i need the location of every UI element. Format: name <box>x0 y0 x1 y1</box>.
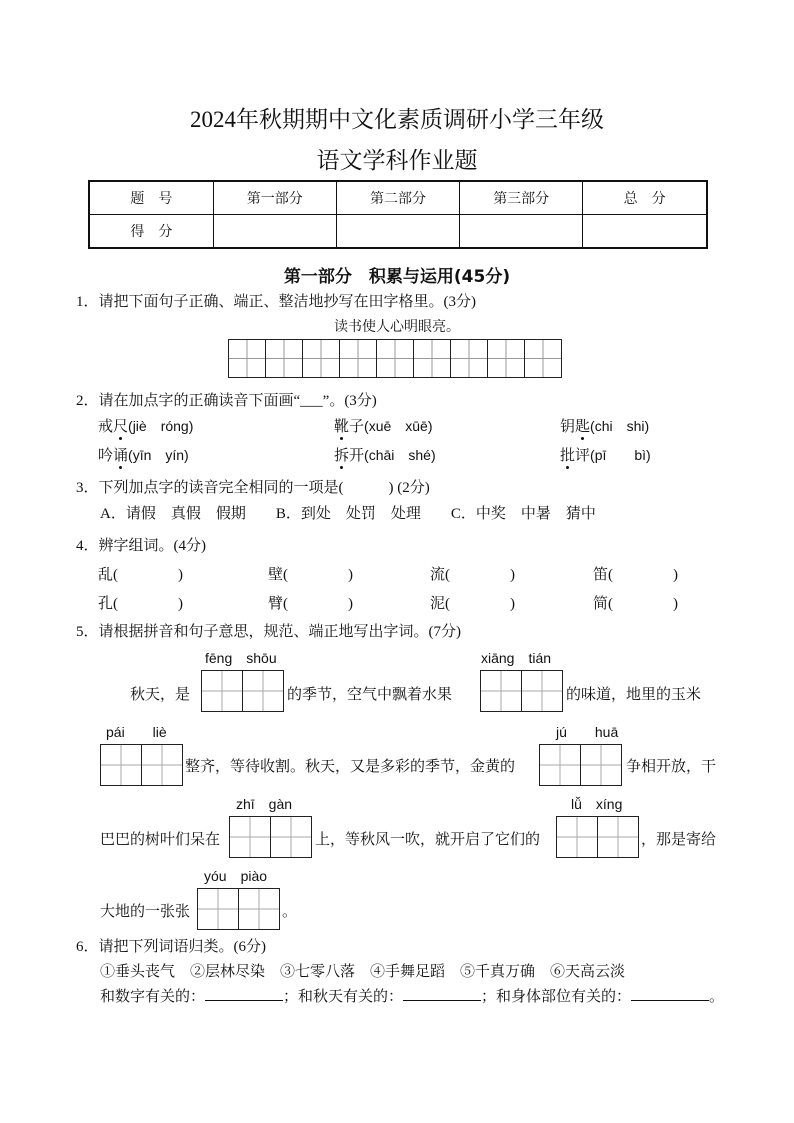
reading-item[interactable] <box>334 444 436 465</box>
grid-cell[interactable] <box>340 340 377 377</box>
item-char: 吟 <box>98 448 114 464</box>
passage-text: 争相开放，干 <box>626 759 717 775</box>
pinyin-options: (xuē xūē) <box>364 418 433 434</box>
score-header-cell: 第一部分 <box>213 181 336 215</box>
answer-box[interactable] <box>100 744 183 786</box>
answer-blank[interactable] <box>631 986 709 1001</box>
answer-box[interactable] <box>229 816 312 858</box>
passage-text: 的味道，地里的玉米 <box>566 687 702 703</box>
category-label: ；和身体部位有关的： <box>481 989 632 1005</box>
passage-text: 的季节，空气中飘着水果 <box>287 687 453 703</box>
paper-title: 2024年秋期期中文化素质调研小学三年级 <box>190 107 604 132</box>
dotted-char: 靴 <box>334 419 350 435</box>
word-group-item[interactable]: 乱( ) <box>98 567 183 583</box>
pinyin-label: fēng shōu <box>205 650 277 666</box>
passage-text: 秋天，是 <box>130 687 191 703</box>
word-group-item[interactable]: 臂( ) <box>268 596 353 612</box>
answer-box[interactable] <box>539 744 622 786</box>
grid-cell[interactable] <box>303 340 340 377</box>
section-heading: 第一部分 积累与运用(45分) <box>283 267 511 287</box>
pinyin-options: (chi shi) <box>590 418 650 434</box>
item-char: 钥 <box>560 419 576 435</box>
question-3-options[interactable]: A．请假 真假 假期 B．到处 处罚 处理 C．中奖 中暑 猜中 <box>100 506 596 522</box>
score-entry-cell[interactable] <box>460 215 583 249</box>
score-table <box>88 180 708 249</box>
category-line <box>100 985 724 1006</box>
grid-cell[interactable] <box>525 340 561 377</box>
grid-cell[interactable] <box>451 340 488 377</box>
score-header-cell: 第二部分 <box>336 181 459 215</box>
grid-cell[interactable] <box>229 340 266 377</box>
question-1-prompt: 1．请把下面句子正确、端正、整洁地抄写在田字格里。(3分) <box>76 294 476 310</box>
passage-text: 大地的一张张 <box>100 904 191 920</box>
dotted-char: 诵 <box>113 448 129 464</box>
score-entry-cell[interactable] <box>336 215 459 249</box>
word-group-item[interactable]: 泥( ) <box>430 596 515 612</box>
reading-item[interactable] <box>98 415 193 436</box>
question-6-prompt: 6．请把下列词语归类。(6分) <box>76 939 266 955</box>
answer-box[interactable] <box>480 670 563 712</box>
word-group-item[interactable]: 孔( ) <box>98 596 183 612</box>
dotted-char: 拆 <box>334 448 350 464</box>
answer-box[interactable] <box>556 816 639 858</box>
dotted-char: 批 <box>560 448 576 464</box>
word-list: ①垂头丧气 ②层林尽染 ③七零八落 ④手舞足蹈 ⑤千真万确 ⑥天高云淡 <box>100 964 626 980</box>
question-4-prompt: 4．辨字组词。(4分) <box>76 538 206 554</box>
score-entry-cell[interactable] <box>213 215 336 249</box>
score-header-cell: 题 号 <box>89 181 213 215</box>
pinyin-label: lǚ xíng <box>571 796 623 812</box>
pinyin-options: (pī bì) <box>590 447 651 463</box>
score-row-label: 得 分 <box>89 215 213 249</box>
reading-item[interactable] <box>334 415 433 436</box>
pinyin-label: zhī gàn <box>236 796 293 812</box>
pinyin-options: (yīn yín) <box>128 447 189 463</box>
answer-box[interactable] <box>201 670 284 712</box>
score-header-cell: 总 分 <box>583 181 707 215</box>
grid-cell[interactable] <box>414 340 451 377</box>
grid-cell[interactable] <box>488 340 525 377</box>
pinyin-options: (jiè róng) <box>128 418 194 434</box>
paper-subtitle: 语文学科作业题 <box>316 148 478 173</box>
answer-blank[interactable] <box>205 986 283 1001</box>
passage-text: 巴巴的树叶们呆在 <box>100 832 221 848</box>
word-group-item[interactable]: 流( ) <box>430 567 515 583</box>
tianzige-grid[interactable] <box>228 339 562 378</box>
category-label: ；和秋天有关的： <box>283 989 404 1005</box>
line-end: 。 <box>709 989 725 1005</box>
word-group-item[interactable]: 简( ) <box>593 596 678 612</box>
score-header-cell: 第三部分 <box>460 181 583 215</box>
item-char: 子 <box>349 419 365 435</box>
item-char: 戒 <box>98 419 114 435</box>
word-group-item[interactable]: 笛( ) <box>593 567 678 583</box>
pinyin-label: yóu piào <box>204 868 268 884</box>
grid-cell[interactable] <box>266 340 303 377</box>
reading-item[interactable] <box>560 415 649 436</box>
passage-text: 。 <box>282 904 298 920</box>
pinyin-options: (chāi shé) <box>364 447 436 463</box>
word-group-item[interactable]: 壁( ) <box>268 567 353 583</box>
reading-item[interactable] <box>560 444 651 465</box>
answer-box[interactable] <box>197 888 280 930</box>
pinyin-label: pái liè <box>106 724 167 740</box>
passage-text: ，那是寄给 <box>641 832 717 848</box>
category-label: 和数字有关的： <box>100 989 206 1005</box>
reading-item[interactable] <box>98 444 189 465</box>
item-char: 评 <box>575 448 591 464</box>
grid-cell[interactable] <box>377 340 414 377</box>
copy-sentence: 读书使人心明眼亮。 <box>334 320 460 335</box>
question-2-prompt: 2．请在加点字的正确读音下面画“___”。(3分) <box>76 393 377 409</box>
passage-text: 上，等秋风一吹，就开启了它们的 <box>315 832 541 848</box>
dotted-char: 匙 <box>575 419 591 435</box>
question-5-prompt: 5．请根据拼音和句子意思，规范、端正地写出字词。(7分) <box>76 624 461 640</box>
question-3-prompt: 3．下列加点字的读音完全相同的一项是( ) (2分) <box>76 480 430 496</box>
dotted-char: 尺 <box>113 419 129 435</box>
item-char: 开 <box>349 448 365 464</box>
answer-blank[interactable] <box>403 986 481 1001</box>
pinyin-label: xiāng tián <box>481 650 552 666</box>
passage-text: 整齐，等待收割。秋天，又是多彩的季节，金黄的 <box>185 759 516 775</box>
score-entry-cell[interactable] <box>583 215 707 249</box>
pinyin-label: jú huā <box>556 724 619 740</box>
